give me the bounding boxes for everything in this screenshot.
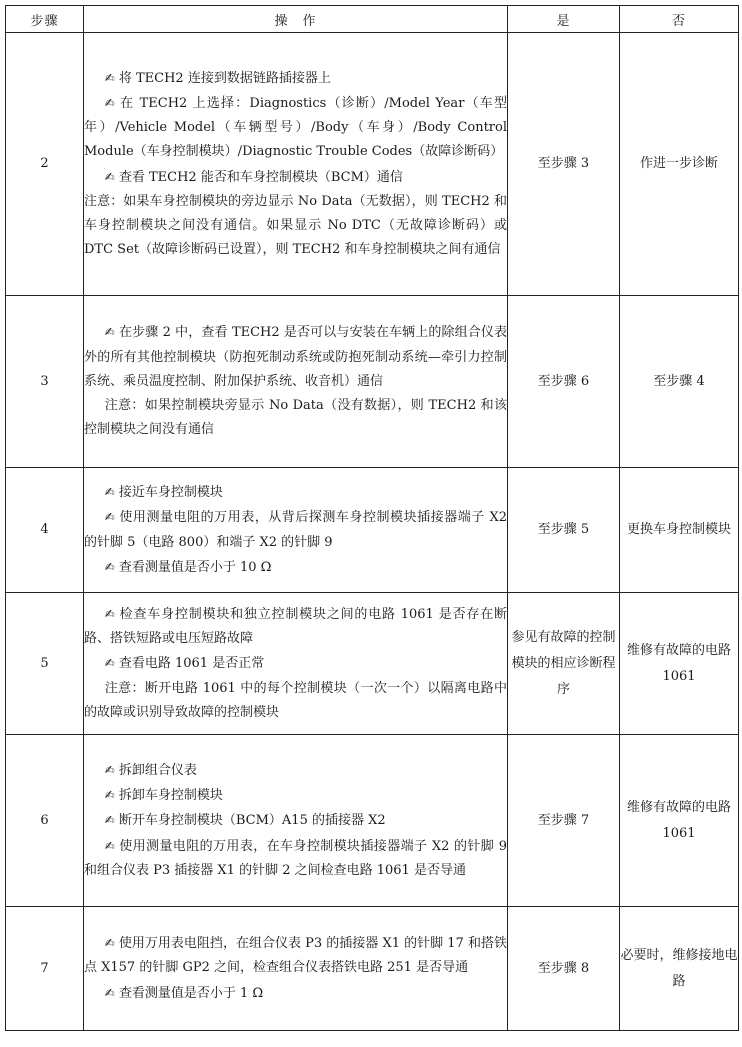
pencil-bullet-icon: ✍	[104, 656, 115, 671]
document-page	[5, 5, 738, 1031]
pencil-bullet-icon: ✍	[104, 813, 115, 828]
operation-step	[84, 931, 507, 980]
pencil-bullet-icon: ✍	[104, 70, 115, 85]
yes-result: 参见有故障的控制模块的相应诊断程序	[508, 593, 620, 735]
operation-step	[84, 602, 507, 651]
operation-step	[84, 783, 507, 808]
operation-step	[84, 834, 507, 883]
operation-text: 在 TECH2 上选择：Diagnostics（诊断）/Model Year（车型年）/Vehicle Model（车辆型号）/Body（车身）/Body Control Module（车身控制模块）/Diagnostic Trouble Codes（故障诊断码）	[84, 95, 507, 160]
yes-result: 至步骤 5	[508, 468, 620, 593]
pencil-bullet-icon: ✍	[104, 985, 115, 1000]
pencil-bullet-icon: ✍	[104, 169, 115, 184]
pencil-bullet-icon: ✍	[104, 936, 115, 951]
operation-step	[84, 758, 507, 783]
pencil-bullet-icon: ✍	[104, 606, 116, 621]
operation-text: 使用万用表电阻挡，在组合仪表 P3 的插接器 X1 的针脚 17 和搭铁点 X157 的针脚 GP2 之间，检查组合仪表搭铁电路 251 是否导通	[84, 936, 507, 976]
step-number: 2	[6, 33, 84, 296]
table-row	[6, 907, 739, 1031]
operation-text: 注意：如果控制模块旁显示 No Data（没有数据），则 TECH2 和该控制模块之间没有通信	[84, 398, 507, 438]
table-row	[6, 593, 739, 735]
table-header-row	[6, 6, 739, 33]
operation-text: 查看测量值是否小于 10 Ω	[118, 559, 272, 575]
operation-text: 注意：断开电路 1061 中的每个控制模块（一次一个）以隔离电路中的故障或识别导致故障的控制模块	[84, 680, 507, 720]
table-row	[6, 296, 739, 468]
no-result: 更换车身控制模块	[620, 468, 739, 593]
operation-text: 接近车身控制模块	[118, 485, 223, 501]
operation-cell	[84, 907, 508, 1031]
operation-text: 使用测量电阻的万用表，在车身控制模块插接器端子 X2 的针脚 9 和组合仪表 P3 插接器 X1 的针脚 2 之间检查电路 1061 是否导通	[84, 838, 507, 878]
operation-step	[84, 505, 507, 554]
yes-result: 至步骤 8	[508, 907, 620, 1031]
header-yes: 是	[508, 6, 620, 33]
header-operation: 操 作	[84, 6, 508, 33]
yes-result: 至步骤 3	[508, 33, 620, 296]
no-result: 至步骤 4	[620, 296, 739, 468]
table-row	[6, 468, 739, 593]
operation-text: 查看 TECH2 能否和车身控制模块（BCM）通信	[118, 169, 403, 185]
operation-text: 使用测量电阻的万用表，从背后探测车身控制模块插接器端子 X2 的针脚 5（电路 800）和端子 X2 的针脚 9	[84, 510, 507, 550]
table-row	[6, 735, 739, 907]
operation-step	[84, 91, 507, 165]
operation-cell	[84, 593, 508, 735]
operation-note	[84, 394, 507, 442]
operation-step	[84, 555, 507, 580]
header-step: 步骤	[6, 6, 84, 33]
no-result: 作进一步诊断	[620, 33, 739, 296]
pencil-bullet-icon: ✍	[104, 510, 116, 525]
yes-result: 至步骤 6	[508, 296, 620, 468]
operation-text: 查看测量值是否小于 1 Ω	[118, 985, 264, 1001]
operation-text: 断开车身控制模块（BCM）A15 的插接器 X2	[118, 813, 386, 829]
operation-text: 在步骤 2 中，查看 TECH2 是否可以与安装在车辆上的除组合仪表外的所有其他控制模块（防抱死制动系统或防抱死制动系统—牵引力控制系统、乘员温度控制、附加保护系统、收音机）通信	[84, 325, 507, 389]
step-number: 4	[6, 468, 84, 593]
operation-step	[84, 480, 507, 505]
operation-step	[84, 808, 507, 833]
no-result: 维修有故障的电路 1061	[620, 593, 739, 735]
pencil-bullet-icon: ✍	[104, 788, 115, 803]
table-row	[6, 33, 739, 296]
step-number: 5	[6, 593, 84, 735]
operation-text: 注意：如果车身控制模块的旁边显示 No Data（无数据），则 TECH2 和车身控制模块之间没有通信。如果显示 No DTC（无故障诊断码）或 DTC Set（故障诊断码已设置），则 TECH2 和车身控制模块之间有通信	[84, 193, 507, 258]
diagnostic-procedure-table	[5, 5, 739, 1031]
no-result: 必要时，维修接地电路	[620, 907, 739, 1031]
operation-cell	[84, 33, 508, 296]
no-result: 维修有故障的电路 1061	[620, 735, 739, 907]
header-no: 否	[620, 6, 739, 33]
operation-cell	[84, 296, 508, 468]
operation-text: 拆卸车身控制模块	[118, 788, 223, 804]
operation-text: 检查车身控制模块和独立控制模块之间的电路 1061 是否存在断路、搭铁短路或电压短路故障	[84, 606, 507, 647]
operation-cell	[84, 468, 508, 593]
operation-text: 查看电路 1061 是否正常	[118, 656, 265, 672]
operation-cell	[84, 735, 508, 907]
pencil-bullet-icon: ✍	[104, 95, 117, 110]
step-number: 3	[6, 296, 84, 468]
operation-step	[84, 320, 507, 394]
pencil-bullet-icon: ✍	[104, 559, 115, 574]
operation-step	[84, 165, 507, 190]
operation-step	[84, 651, 507, 676]
operation-text: 将 TECH2 连接到数据链路插接器上	[118, 70, 331, 86]
pencil-bullet-icon: ✍	[104, 762, 115, 777]
operation-step	[84, 66, 507, 91]
pencil-bullet-icon: ✍	[104, 838, 116, 853]
operation-text: 拆卸组合仪表	[118, 762, 197, 778]
yes-result: 至步骤 7	[508, 735, 620, 907]
pencil-bullet-icon: ✍	[104, 325, 115, 340]
step-number: 7	[6, 907, 84, 1031]
step-number: 6	[6, 735, 84, 907]
pencil-bullet-icon: ✍	[104, 485, 115, 500]
operation-note	[84, 677, 507, 725]
operation-note	[84, 190, 507, 263]
operation-step	[84, 981, 507, 1006]
